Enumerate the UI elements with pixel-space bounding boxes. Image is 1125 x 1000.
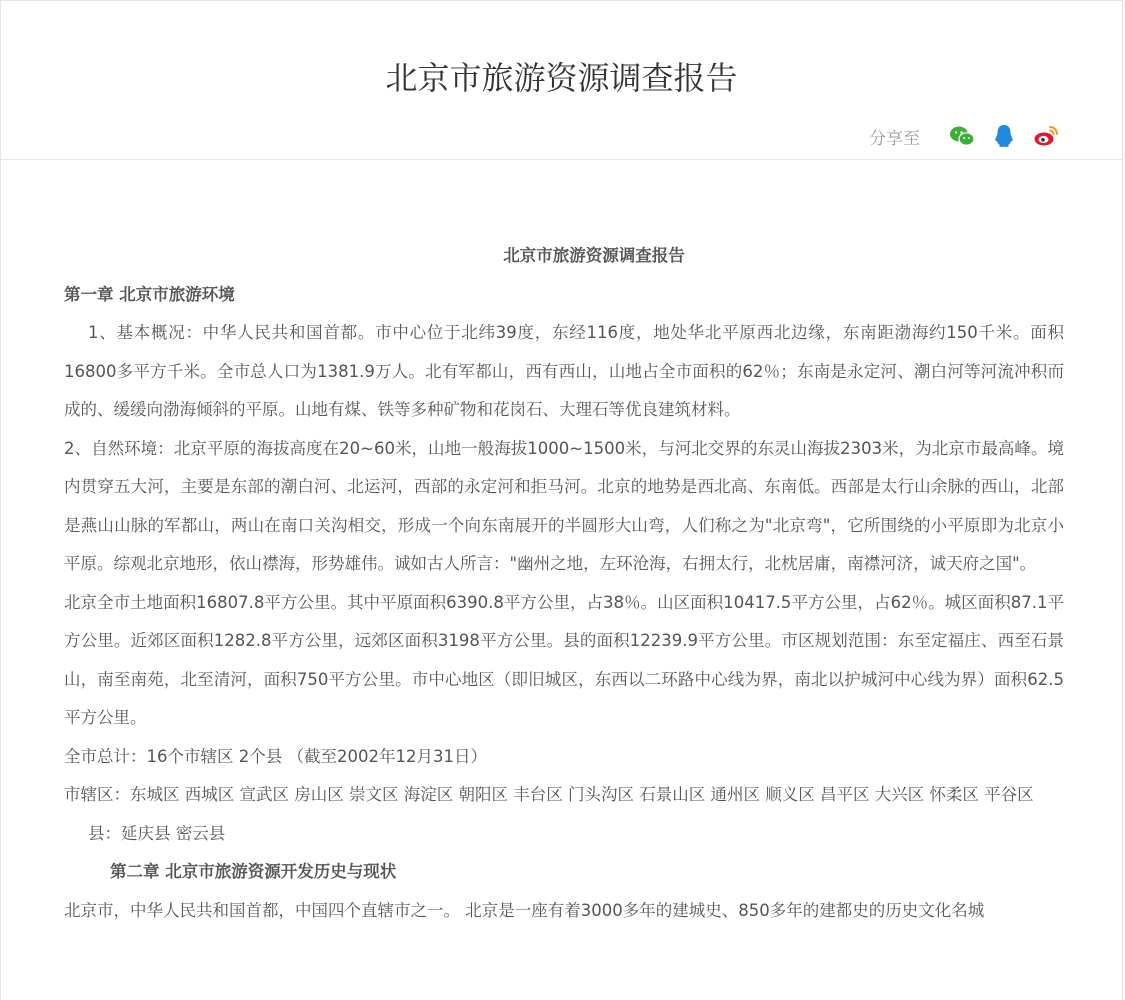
chapter-heading-1: 第一章 北京市旅游环境	[64, 284, 235, 304]
paragraph-history: 北京市，中华人民共和国首都，中国四个直辖市之一。 北京是一座有着3000多年的建城史、850多年的建都史的历史文化名城	[64, 900, 985, 920]
article-subtitle: 北京市旅游资源调查报告	[503, 246, 685, 265]
share-label: 分享至	[869, 128, 920, 149]
chapter-heading-2: 第二章 北京市旅游资源开发历史与现状	[110, 862, 397, 881]
paragraph-district-list: 市辖区：东城区 西城区 宣武区 房山区 崇文区 海淀区 朝阳区 丰台区 门头沟区 石景山区 通州区 顺义区 昌平区 大兴区 怀柔区 平谷区	[64, 785, 1034, 804]
paragraph-land-area: 北京全市土地面积16807.8平方公里。其中平原面积6390.8平方公里，占38％。山区面积10417.5平方公里，占62％。城区面积87.1平方公里。近郊区面积1282.8平方公里，远郊区面积3198平方公里。县的面积12239.9平方公里。市区规划范围：东至定福庄、西至石景山，南至南苑，北至清河，面积750平方公里。市中心地区（即旧城区，东西以二环路中心线为界，南北以护城河中心线为界）面积62.5平方公里。	[64, 592, 1064, 727]
qq-icon[interactable]	[990, 122, 1018, 150]
paragraph-overview: 1、基本概况：中华人民共和国首都。市中心位于北纬39度，东经116度，地处华北平原西北边缘，东南距渤海约150千米。面积16800多平方千米。全市总人口为1381.9万人。北有军都山，西有西山，山地占全市面积的62％；东南是永定河、潮白河等河流冲积而成的、缓缓向渤海倾斜的平原。山地有煤、铁等多种矿物和花岗石、大理石等优良建筑材料。	[64, 323, 1064, 419]
share-bar	[869, 121, 1060, 151]
article-body	[64, 237, 1064, 930]
paragraph-districts-total: 全市总计：16个市辖区 2个县 （截至2002年12月31日）	[64, 746, 487, 766]
article-header	[1, 1, 1122, 160]
paragraph-environment: 2、自然环境：北京平原的海拔高度在20~60米，山地一般海拔1000~1500米，与河北交界的东灵山海拔2303米，为北京市最高峰。境内贯穿五大河，主要是东部的潮白河、北运河，西部的永定河和拒马河。北京的地势是西北高、东南低。西部是太行山余脉的西山，北部是燕山山脉的军都山，两山在南口关沟相交，形成一个向东南展开的半圆形大山弯，人们称之为"北京弯"，它所围绕的小平原即为北京小平原。综观北京地形，依山襟海，形势雄伟。诚如古人所言："幽州之地，左环沧海，右拥太行，北枕居庸，南襟河济，诚天府之国"。	[64, 438, 1064, 573]
paragraph-counties: 县：延庆县 密云县	[88, 823, 226, 843]
weibo-icon[interactable]	[1032, 122, 1060, 150]
page-title: 北京市旅游资源调查报告	[385, 59, 738, 97]
wechat-icon[interactable]	[948, 122, 976, 150]
